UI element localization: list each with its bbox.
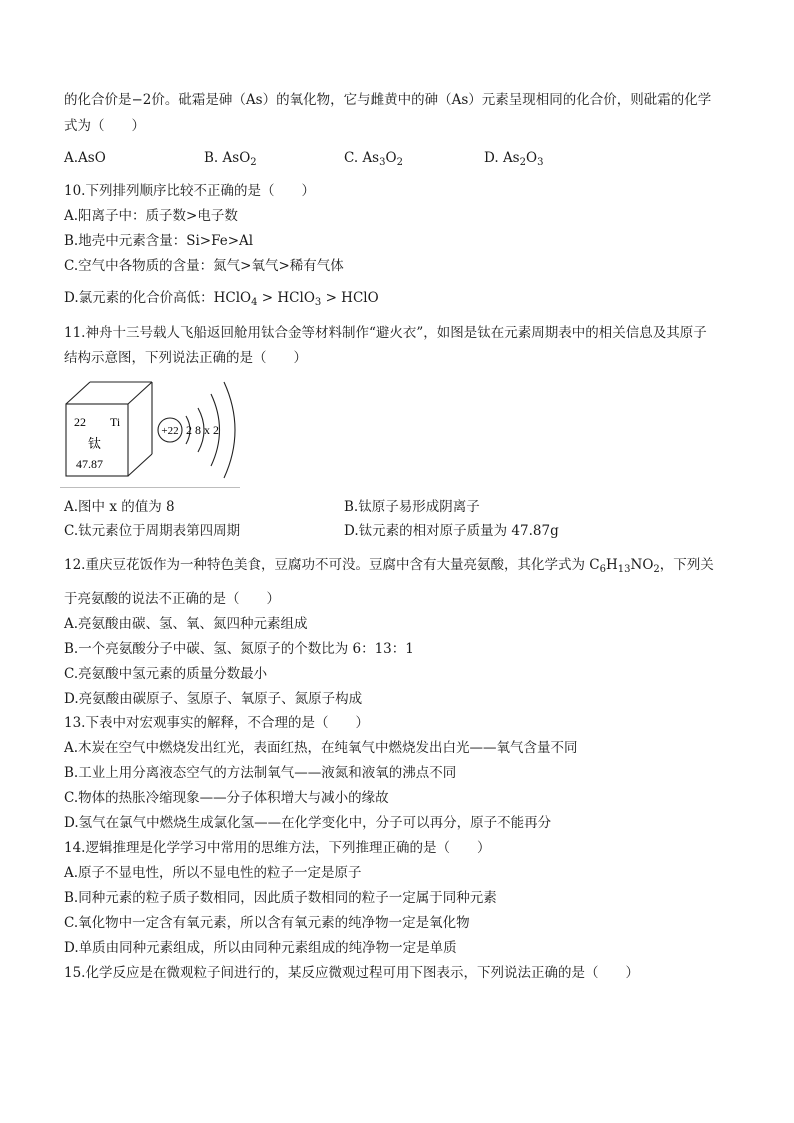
q12-stem-text: 12.重庆豆花饭作为一种特色美食，豆腐功不可没。豆腐中含有大量亮氨酸，其化学式为: [64, 557, 590, 573]
q10-option-d: [64, 288, 379, 308]
titanium-figure: [60, 372, 244, 492]
figure-rule: [60, 487, 240, 488]
q12-stem-line1: [64, 555, 714, 575]
nuclear-charge: +22: [161, 425, 179, 437]
q9-option-b: B. AsO$_2$: [204, 150, 257, 168]
q12-option-d: D.亮氨酸由碳原子、氢原子、氧原子、氮原子构成: [64, 691, 363, 707]
titanium-diagram: [60, 372, 244, 492]
q11-stem-line1: 11.神舟十三号载人飞船返回舱用钛合金等材料制作“避火衣”，如图是钛在元素周期表中的相关信息及其原子: [64, 325, 707, 341]
q12-stem-line2: 于亮氨酸的说法不正确的是（ ）: [64, 591, 280, 607]
q13-stem: 13.下表中对宏观事实的解释，不合理的是（ ）: [64, 715, 369, 731]
q12-option-c: C.亮氨酸中氢元素的质量分数最小: [64, 666, 268, 682]
atomic-number: 22: [74, 415, 86, 429]
q10-option-a: A.阳离子中：质子数>电子数: [64, 208, 238, 224]
element-name: 钛: [88, 437, 102, 452]
q11-stem-line2: 结构示意图，下列说法正确的是（ ）: [64, 350, 307, 366]
q15-stem: 15.化学反应是在微观粒子间进行的，某反应微观过程可用下图表示，下列说法正确的是（ ）: [64, 965, 639, 981]
electron-configuration: 2 8 x 2: [186, 423, 219, 437]
q10-stem: 10.下列排列顺序比较不正确的是（ ）: [64, 183, 315, 199]
q14-stem: 14.逻辑推理是化学学习中常用的思维方法，下列推理正确的是（ ）: [64, 840, 491, 856]
q14-option-b: B.同种元素的粒子质子数相同，因此质子数相同的粒子一定属于同种元素: [64, 890, 497, 906]
q9-option-d: D. $As_2O_3$: [484, 150, 544, 168]
q12-option-b: B.一个亮氨酸分子中碳、氢、氮原子的个数比为 6：13：1: [64, 641, 414, 657]
leucine-formula: $C_6H_{13}NO_2$: [589, 557, 660, 575]
q9-option-a: A.AsO: [64, 150, 106, 166]
q12-option-a: A.亮氨酸由碳、氢、氧、氮四种元素组成: [64, 616, 308, 632]
q9-stem-line1: 的化合价是−2价。砒霜是砷（As）的氧化物，它与雌黄中的砷（As）元素呈现相同的化合价，则砒霜的化学: [64, 92, 712, 108]
q13-option-b: B.工业上用分离液态空气的方法制氧气——液氮和液氧的沸点不同: [64, 765, 457, 781]
q12-stem-tail: ，下列关: [659, 557, 714, 573]
q14-option-a: A.原子不显电性，所以不显电性的粒子一定是原子: [64, 865, 362, 881]
q11-option-b: B.钛原子易形成阴离子: [344, 499, 480, 515]
q11-option-d: D.钛元素的相对原子质量为 47.87g: [344, 523, 559, 539]
q13-option-c: C.物体的热胀冷缩现象——分子体积增大与减小的缘故: [64, 790, 389, 806]
q9-option-c: C. $As_3O_2$: [344, 150, 403, 168]
q10-option-b: B.地壳中元素含量：Si>Fe>Al: [64, 233, 254, 249]
q13-option-d: D.氢气在氯气中燃烧生成氯化氢——在化学变化中，分子可以再分，原子不能再分: [64, 815, 552, 831]
q14-option-d: D.单质由同种元素组成，所以由同种元素组成的纯净物一定是单质: [64, 940, 457, 956]
q9-stem-line2: 式为（ ）: [64, 118, 145, 134]
element-symbol: Ti: [110, 415, 121, 429]
atomic-mass: 47.87: [76, 457, 103, 471]
q10-option-d-text: D.氯元素的化合价高低：: [64, 290, 214, 306]
q11-option-a: A.图中 x 的值为 8: [64, 499, 175, 515]
q14-option-c: C.氧化物中一定含有氧元素，所以含有氧元素的纯净物一定是氧化物: [64, 915, 470, 931]
q10-option-d-formula: HClO$_4$ > HClO$_3$ > HClO: [213, 290, 379, 308]
q13-option-a: A.木炭在空气中燃烧发出红光，表面红热，在纯氧气中燃烧发出白光——氧气含量不同: [64, 740, 578, 756]
q10-option-c: C.空气中各物质的含量：氮气>氧气>稀有气体: [64, 258, 344, 274]
q11-option-c: C.钛元素位于周期表第四周期: [64, 523, 241, 539]
